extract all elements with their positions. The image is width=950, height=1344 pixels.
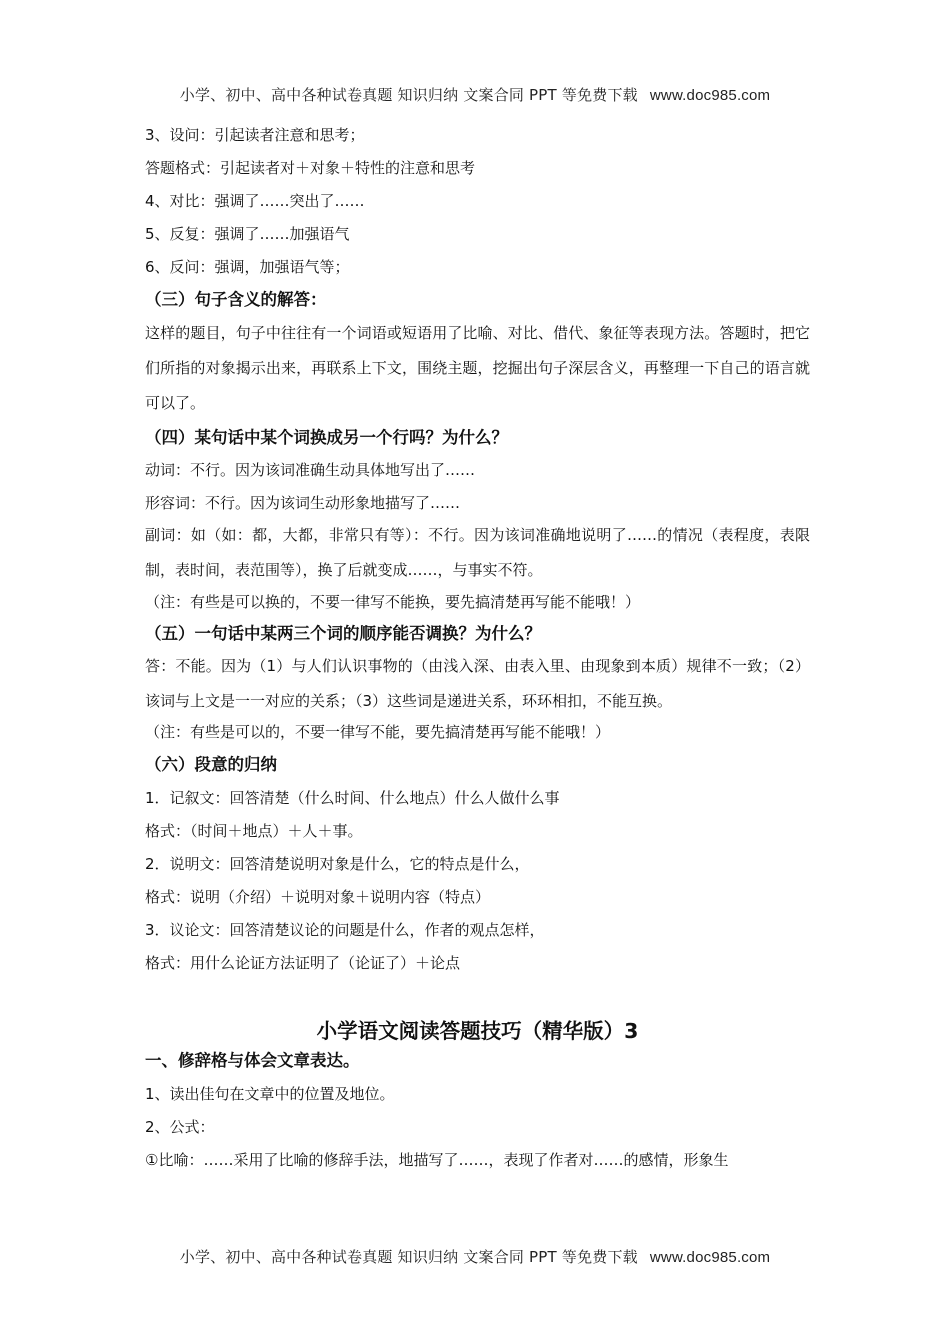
text-line: 2．说明文：回答清楚说明对象是什么，它的特点是什么， <box>145 855 530 873</box>
text-line: 格式：（时间＋地点）＋人＋事。 <box>145 822 363 840</box>
document-body <box>145 124 810 1171</box>
header-url[interactable]: www.doc985.com <box>649 87 771 104</box>
text-line: 格式：说明（介绍）＋说明对象＋说明内容（特点） <box>145 888 491 906</box>
page-title: 小学语文阅读答题技巧（精华版）3 <box>316 1019 639 1043</box>
text-line: 2、公式： <box>145 1118 215 1136</box>
footer-url[interactable]: www.doc985.com <box>649 1249 771 1266</box>
section-heading: 一、修辞格与体会文章表达。 <box>145 1051 360 1070</box>
section-heading: （六）段意的归纳 <box>145 755 277 774</box>
paragraph: 这样的题目，句子中往往有一个词语或短语用了比喻、对比、借代、象征等表现方法。答题时，把它们所指的对象揭示出来，再联系上下文，围绕主题，挖掘出句子深层含义，再整理一下自己的语言就可以了。 <box>145 324 810 412</box>
section-heading: （四）某句话中某个词换成另一个行吗？为什么？ <box>145 428 508 447</box>
text-line: 动词：不行。因为该词准确生动具体地写出了…… <box>145 461 476 479</box>
text-line: ①比喻：……采用了比喻的修辞手法，地描写了……，表现了作者对……的感情，形象生 <box>145 1151 729 1169</box>
text-line: 1、读出佳句在文章中的位置及地位。 <box>145 1085 395 1103</box>
section-heading: （五）一句话中某两三个词的顺序能否调换？为什么？ <box>145 624 541 643</box>
note-line: （注：有些是可以换的，不要一律写不能换，要先搞清楚再写能不能哦！） <box>145 593 641 611</box>
text-line: 形容词：不行。因为该词生动形象地描写了…… <box>145 494 461 512</box>
text-line: 3．议论文：回答清楚议论的问题是什么，作者的观点怎样， <box>145 921 545 939</box>
section-heading: （三）句子含义的解答： <box>145 290 327 309</box>
text-line: 5、反复：强调了……加强语气 <box>145 225 350 243</box>
text-line: 1．记叙文：回答清楚（什么时间、什么地点）什么人做什么事 <box>145 789 560 807</box>
page-footer <box>0 1246 950 1267</box>
text-line: 答题格式：引起读者对＋对象＋特性的注意和思考 <box>145 159 476 177</box>
note-line: （注：有些是可以的，不要一律写不能，要先搞清楚再写能不能哦！） <box>145 723 611 741</box>
paragraph: 副词：如（如：都，大都，非常只有等）：不行。因为该词准确地说明了……的情况（表程度，表限制，表时间，表范围等），换了后就变成……，与事实不符。 <box>145 526 810 579</box>
text-line: 3、设问：引起读者注意和思考； <box>145 126 365 144</box>
paragraph: 答：不能。因为（1）与人们认识事物的（由浅入深、由表入里、由现象到本质）规律不一致；（2）该词与上文是一一对应的关系；（3）这些词是递进关系，环环相扣，不能互换。 <box>145 657 810 710</box>
text-line: 格式：用什么论证方法证明了（论证了）＋论点 <box>145 954 461 972</box>
footer-text: 小学、初中、高中各种试卷真题 知识归纳 文案合同 PPT 等免费下载 <box>179 1248 638 1266</box>
text-line: 6、反问：强调，加强语气等； <box>145 258 350 276</box>
page-header <box>0 84 950 105</box>
header-text: 小学、初中、高中各种试卷真题 知识归纳 文案合同 PPT 等免费下载 <box>179 86 638 104</box>
text-line: 4、对比：强调了……突出了…… <box>145 192 365 210</box>
